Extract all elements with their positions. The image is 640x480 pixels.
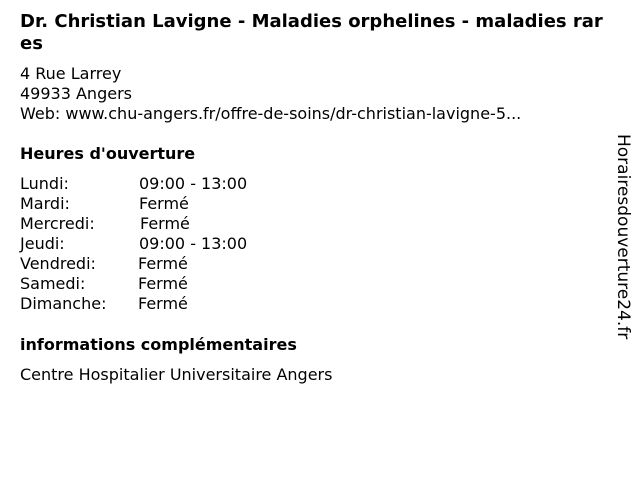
time-value: Fermé [138, 294, 188, 313]
address-city: 49933 Angers [20, 84, 132, 103]
web-link[interactable]: www.chu-angers.fr/offre-de-soins/dr-christian-lavigne-5... [65, 104, 522, 123]
info-heading: informations complémentaires [20, 335, 297, 354]
hours-heading: Heures d'ouverture [20, 144, 196, 163]
day-label: Vendredi: [20, 254, 96, 273]
time-value: Fermé [138, 274, 188, 293]
day-label: Lundi: [20, 174, 69, 193]
info-text: Centre Hospitalier Universitaire Angers [20, 365, 333, 384]
site-watermark: Horairesdouverture24.fr [613, 134, 633, 340]
time-value: Fermé [140, 214, 190, 233]
address-street: 4 Rue Larrey [20, 64, 122, 83]
time-value: 09:00 - 13:00 [139, 234, 248, 253]
day-label: Mardi: [20, 194, 70, 213]
time-value: Fermé [138, 254, 188, 273]
page-title: Dr. Christian Lavigne - Maladies orphelines - maladies rares [20, 11, 603, 54]
web-label: Web: [20, 104, 61, 123]
time-value: 09:00 - 13:00 [139, 174, 248, 193]
day-label: Dimanche: [20, 294, 107, 313]
time-value: Fermé [139, 194, 189, 213]
day-label: Jeudi: [20, 234, 65, 253]
address-web [20, 104, 521, 124]
day-label: Samedi: [20, 274, 86, 293]
day-label: Mercredi: [20, 214, 95, 233]
